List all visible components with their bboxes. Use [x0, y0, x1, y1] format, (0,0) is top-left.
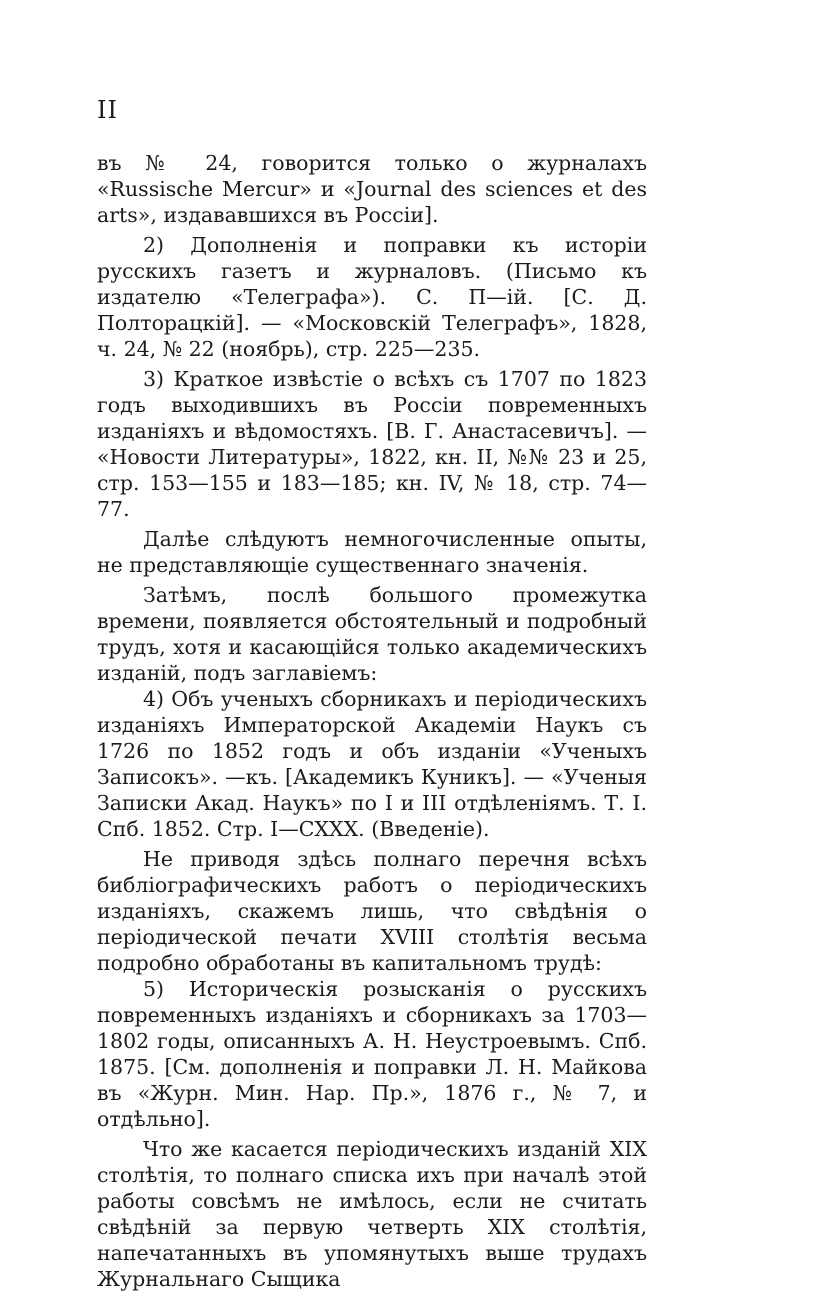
page-number: II [97, 96, 118, 124]
bibliography-entry-3: 3) Краткое извѣстіе о всѣхъ съ 1707 по 1823 годъ выходившихъ въ Россіи повременныхъ изданіяхъ и вѣдомостяхъ. [В. Г. Анастасевичъ]. — «Новости Литературы», 1822, кн. II, №№ 23 и 25, стр. 153—155 и 183—185; кн. IV, № 18, стр. 74—77. [97, 367, 647, 521]
bibliography-entry-4: 4) Объ ученыхъ сборникахъ и періодическихъ изданіяхъ Императорской Академіи Наукъ съ 1726 по 1852 годъ и объ изданіи «Ученыхъ Записокъ». —къ. [Академикъ Куникъ]. — «Ученыя Записки Акад. Наукъ» по I и III отдѣленіямъ. Т. I. Спб. 1852. Стр. I—CXXX. (Введеніе). [97, 687, 647, 841]
bibliography-entry-5: 5) Историческія розысканія о русскихъ повременныхъ изданіяхъ и сборникахъ за 1703—1802 годы, описанныхъ А. Н. Неустроевымъ. Спб. 1875. [См. дополненія и поправки Л. Н. Майкова въ «Журн. Мин. Нар. Пр.», 1876 г., № 7, и отдѣльно]. [97, 977, 647, 1131]
body-text [97, 150, 647, 1292]
paragraph-19th-century: Что же касается періодическихъ изданій XIX столѣтія, то полнаго списка ихъ при началѣ этой работы совсѣмъ не имѣлось, если не считать свѣдѣній за первую четверть XIX столѣтія, напечатанныхъ въ упомянутыхъ выше трудахъ Журнальнаго Сыщика [97, 1137, 647, 1291]
bibliography-entry-2: 2) Дополненія и поправки къ исторіи русскихъ газетъ и журналовъ. (Письмо къ издателю «Телеграфа»). С. П—ій. [С. Д. Полторацкій]. — «Московскій Телеграфъ», 1828, ч. 24, № 22 (ноябрь), стр. 225—235. [97, 233, 647, 361]
paragraph-continuation: въ № 24, говорится только о журналахъ «Russische Mercur» и «Journal des sciences et des arts», издававшихся въ Россіи]. [97, 151, 647, 227]
paragraph-18th-century: Не приводя здѣсь полнаго перечня всѣхъ библіографическихъ работъ о періодическихъ изданіяхъ, скажемъ лишь, что свѣдѣнія о періодической печати XVIII столѣтія весьма подробно обработаны въ капитальномъ трудѣ: [97, 847, 647, 975]
paragraph-academic-work: Затѣмъ, послѣ большого промежутка времени, появляется обстоятельный и подробный трудъ, хотя и касающійся только академическихъ изданій, подъ заглавіемъ: [97, 583, 647, 685]
paragraph-further-attempts: Далѣе слѣдуютъ немногочисленные опыты, не представляющіе существеннаго значенія. [97, 527, 647, 577]
